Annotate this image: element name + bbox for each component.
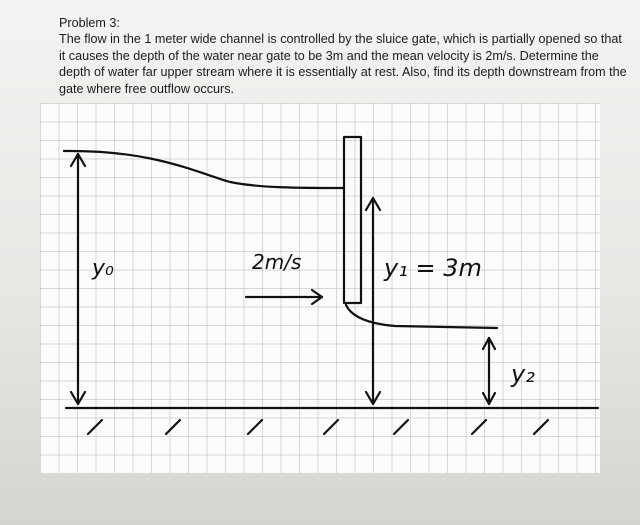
- bed-hatch-marks: [88, 420, 548, 434]
- sluice-gate: [344, 137, 361, 303]
- velocity-label: 2m/s: [252, 250, 302, 274]
- upstream-depth-label: y₀: [92, 256, 114, 281]
- gate-depth-label: y₁ = 3m: [384, 254, 482, 282]
- downstream-water-surface: [346, 305, 497, 328]
- problem-body: The flow in the 1 meter wide channel is controlled by the sluice gate, which is partially opened so that it causes the depth of the water near gate to be 3m and the mean velocity is 2m/s. Determine the depth of water far upper stream where it is essentially at rest. Also, find its depth downstream from the gate where free outflow occurs.: [59, 32, 627, 96]
- upstream-water-surface: [64, 151, 343, 188]
- problem-title: Problem 3:: [59, 16, 120, 30]
- downstream-depth-label: y₂: [511, 360, 535, 388]
